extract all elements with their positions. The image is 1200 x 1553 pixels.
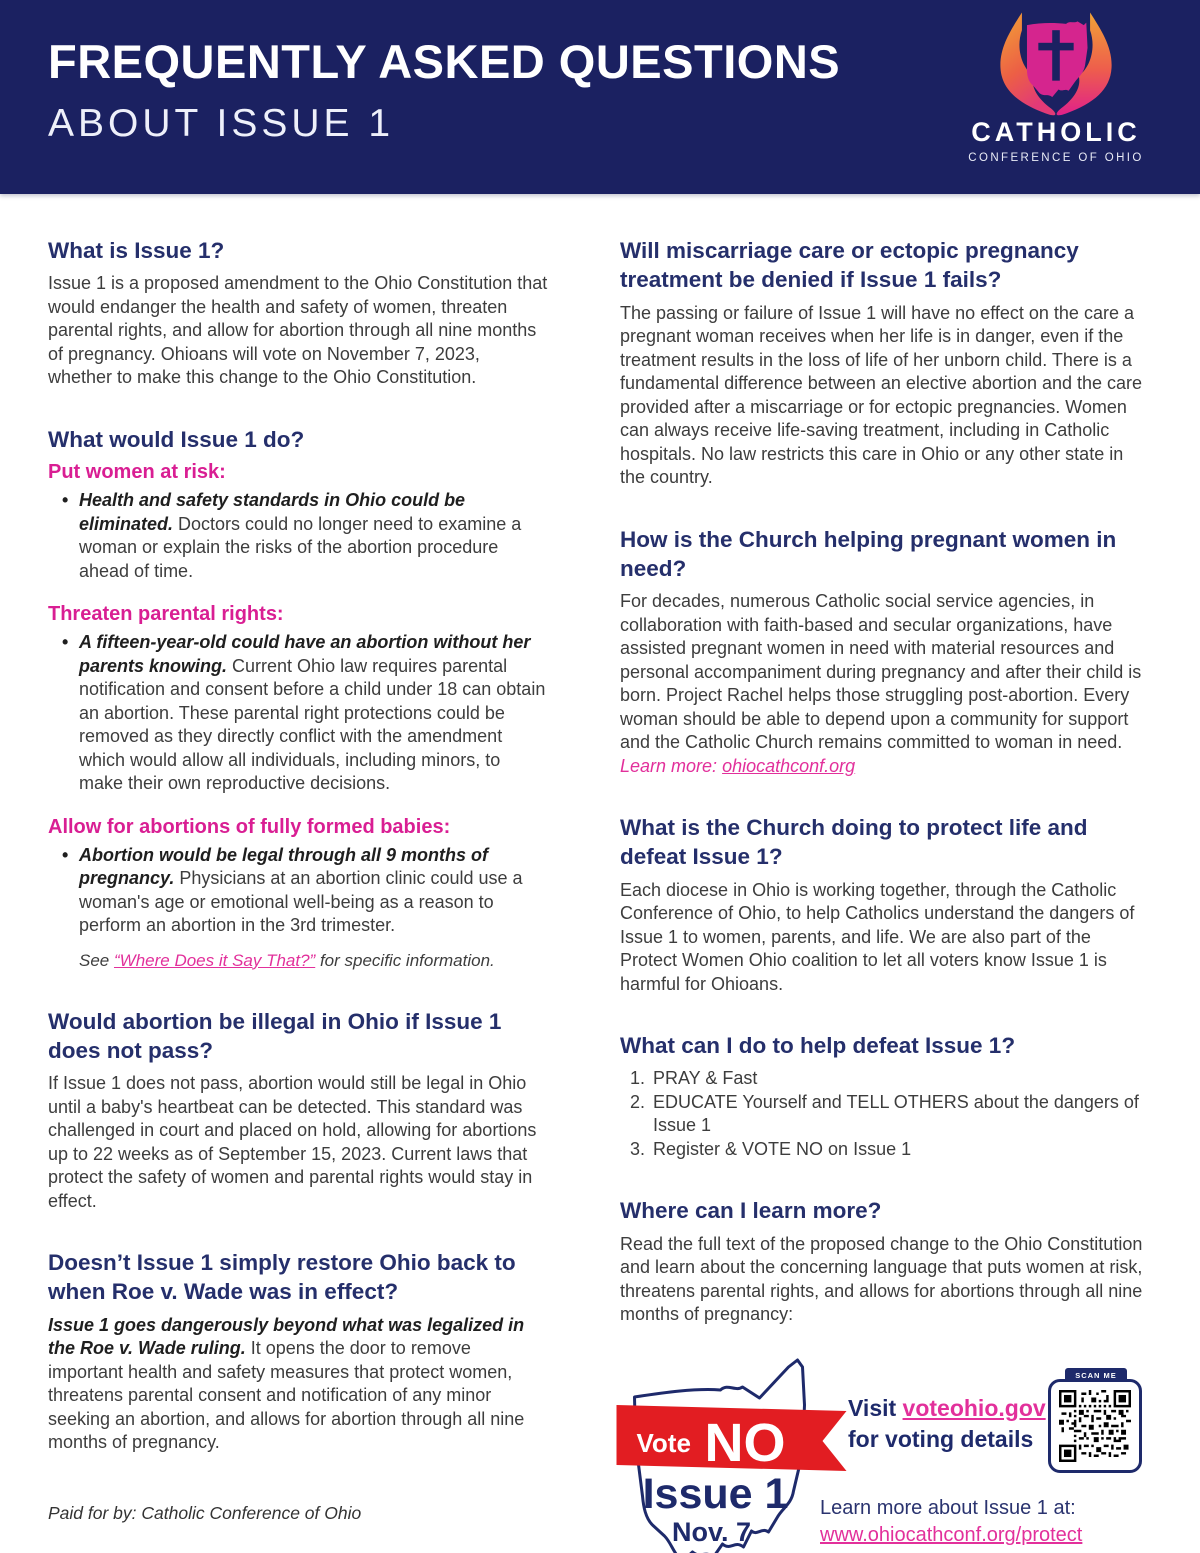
faq-church-helping-women — [620, 525, 1152, 779]
bullet-rest: Physicians at an abortion clinic could use a woman's age or emotional well-being as a reason to perform an abortion in the 3rd trimester. — [79, 868, 523, 935]
nov7-label: Nov. 7 — [671, 1516, 752, 1547]
bullet-rest: Current Ohio law requires parental notification and consent before a child under 18 can obtain an abortion. These parental right protections could be removed as they directly conflict with the amendment which would allow all individuals, including minors, to make their own reproductive decisions. — [79, 655, 546, 793]
where-does-it-say-that-link[interactable]: “Where Does it Say That?” — [113, 950, 316, 970]
action-step: 2. EDUCATE Yourself and TELL OTHERS about the dangers of Issue 1 — [650, 1091, 1152, 1138]
faq-would-abortion-be-illegal — [48, 1007, 548, 1214]
bullet-list — [48, 631, 548, 796]
faq-content — [0, 194, 1200, 1553]
question-title: Doesn’t Issue 1 simply restore Ohio back to when Roe v. Wade was in effect? — [48, 1250, 516, 1305]
question-title: Where can I learn more? — [620, 1198, 882, 1224]
bullet-lead: Health and safety standards in Ohio could be eliminated. — [79, 490, 466, 534]
bullet-rest: Doctors could no longer need to examine a woman or explain the risks of the abortion procedure ahead of time. — [79, 513, 522, 581]
question-title: What would Issue 1 do? — [48, 426, 305, 452]
bullet-item — [62, 489, 548, 583]
bullet-lead: Abortion would be legal through all 9 months of pregnancy. — [79, 844, 488, 888]
visit-prefix: Visit — [848, 1394, 903, 1421]
flame-ohio-cross-icon — [980, 10, 1132, 116]
action-steps-list — [630, 1067, 1152, 1161]
vote-no-graphic-block — [620, 1353, 1152, 1553]
logo-org-name: CATHOLIC — [971, 117, 1141, 147]
answer-text: For decades, numerous Catholic social service agencies, in collaboration with faith-based and secular organizations, have assisted pregnant women in need with material resources and personal accompaniment during pregnancy and after their child is born. Project Rachel helps those struggling post-abortion. Every woman should be able to depend upon a community for support and the Catholic Church remains committed to woman in need. — [620, 591, 1142, 752]
vote-no-ribbon — [617, 1405, 847, 1473]
vote-no-ohio-graphic — [614, 1353, 854, 1553]
see-note — [79, 950, 548, 972]
faq-what-would-issue1-do — [48, 425, 548, 972]
qr-code — [1048, 1379, 1142, 1473]
visit-details: for voting details — [848, 1425, 1034, 1452]
faq-learn-more — [620, 1196, 1152, 1326]
catholic-conference-logo — [948, 10, 1164, 164]
page-title: FREQUENTLY ASKED QUESTIONS — [48, 35, 841, 88]
scan-me-tab: SCAN ME — [1065, 1368, 1127, 1382]
qr-code-block — [1048, 1365, 1144, 1473]
question-title: What can I do to help defeat Issue 1? — [620, 1033, 1016, 1058]
vote-label: Vote — [636, 1427, 691, 1458]
answer-text: Each diocese in Ohio is working together, through the Catholic Conference of Ohio, to help Catholics understand the dangers of Issue 1 to women, parents, and life. We are also part of the Protect Women Ohio coalition to let all voters know Issue 1 is harmful for Ohioans. — [620, 879, 1135, 994]
paid-for-disclaimer: Paid for by: Catholic Conference of Ohio — [48, 1502, 362, 1523]
logo-org-subname: CONFERENCE OF OHIO — [968, 152, 1144, 164]
qr-code-pattern — [1059, 1390, 1131, 1462]
bullet-item — [62, 844, 548, 938]
answer-text: The passing or failure of Issue 1 will have no effect on the care a pregnant woman receives when her life is in danger, even if the treatment results in the loss of life of her unborn child. There is a fundamental difference between an elective abortion and the care provided after a miscarriage or for ectopic pregnancies. Women can always receive life-saving treatment, including in Catholic hospitals. No law restricts this care in Ohio or any other state in the country. — [620, 302, 1143, 487]
answer-text: Read the full text of the proposed change to the Ohio Constitution and learn about the concerning language that puts women at risk, threatens parental rights, and allows for abortions through all nine months of pregnancy: — [620, 1233, 1143, 1324]
bullet-item — [62, 631, 548, 796]
faq-what-is-issue1 — [48, 236, 548, 390]
see-suffix: for specific information. — [315, 950, 495, 970]
left-column — [48, 236, 548, 1553]
page-subtitle: ABOUT ISSUE 1 — [48, 102, 395, 145]
subhead-allow-abortions: Allow for abortions of fully formed babies: — [48, 815, 451, 838]
action-step: 3. Register & VOTE NO on Issue 1 — [650, 1138, 1152, 1162]
right-column — [620, 236, 1152, 1553]
faq-miscarriage-care — [620, 236, 1152, 490]
learn-more-text: Learn more about Issue 1 at: — [820, 1496, 1076, 1519]
faq-church-defeat-issue1 — [620, 813, 1152, 996]
visit-voteohio-block — [848, 1393, 1046, 1455]
question-title: Would abortion be illegal in Ohio if Issue 1 does not pass? — [48, 1008, 502, 1063]
bullet-list — [48, 489, 548, 583]
subhead-put-women-at-risk: Put women at risk: — [48, 461, 226, 483]
subhead-threaten-parental-rights: Threaten parental rights: — [48, 603, 284, 625]
bullet-lead: A fifteen-year-old could have an abortion without her parents knowing. — [79, 632, 531, 676]
answer-text — [48, 1314, 548, 1455]
answer-rest: It opens the door to remove important health and safety measures that protect women, threatens parental consent and notification of any minor seeking an abortion, and allows for abortion through all nine months of pregnancy. — [48, 1338, 525, 1452]
question-title: What is Issue 1? — [48, 238, 225, 263]
ohiocathconf-link[interactable]: ohiocathconf.org — [722, 755, 856, 776]
page-header — [0, 0, 1200, 194]
faq-what-can-i-do — [620, 1031, 1152, 1161]
voteohio-link[interactable]: voteohio.gov — [902, 1394, 1046, 1421]
action-step: 1. PRAY & Fast — [650, 1067, 1152, 1091]
faq-restore-roe — [48, 1248, 548, 1455]
question-title: What is the Church doing to protect life and defeat Issue 1? — [620, 815, 1088, 870]
bullet-list — [48, 844, 548, 938]
learn-more-issue1-block — [820, 1495, 1082, 1549]
issue1-label: Issue 1 — [642, 1469, 789, 1518]
learn-more-prefix: Learn more: — [620, 755, 723, 776]
learn-more-line — [620, 755, 1152, 779]
question-title: Will miscarriage care or ectopic pregnancy treatment be denied if Issue 1 fails? — [620, 238, 1079, 293]
question-title: How is the Church helping pregnant women in need? — [620, 526, 1117, 581]
ohiocathconf-protect-link[interactable]: www.ohiocathconf.org/protect — [820, 1523, 1083, 1546]
answer-text: If Issue 1 does not pass, abortion would still be legal in Ohio until a baby's heartbeat can be detected. This standard was challenged in court and placed on hold, allowing for abortions up to 22 weeks as of September 15, 2023. Current laws that protect the safety of women and parental rights would stay in effect. — [48, 1073, 537, 1211]
no-label: NO — [704, 1412, 786, 1473]
answer-text: Issue 1 is a proposed amendment to the Ohio Constitution that would endanger the health and safety of women, threaten parental rights, and allow for abortion through all nine months of pregnancy. Ohioans will vote on November 7, 2023, whether to make this change to the Ohio Constitution. — [48, 273, 548, 388]
answer-lead: Issue 1 goes dangerously beyond what was legalized in the Roe v. Wade ruling. — [48, 1314, 525, 1358]
see-prefix: See — [79, 950, 114, 970]
